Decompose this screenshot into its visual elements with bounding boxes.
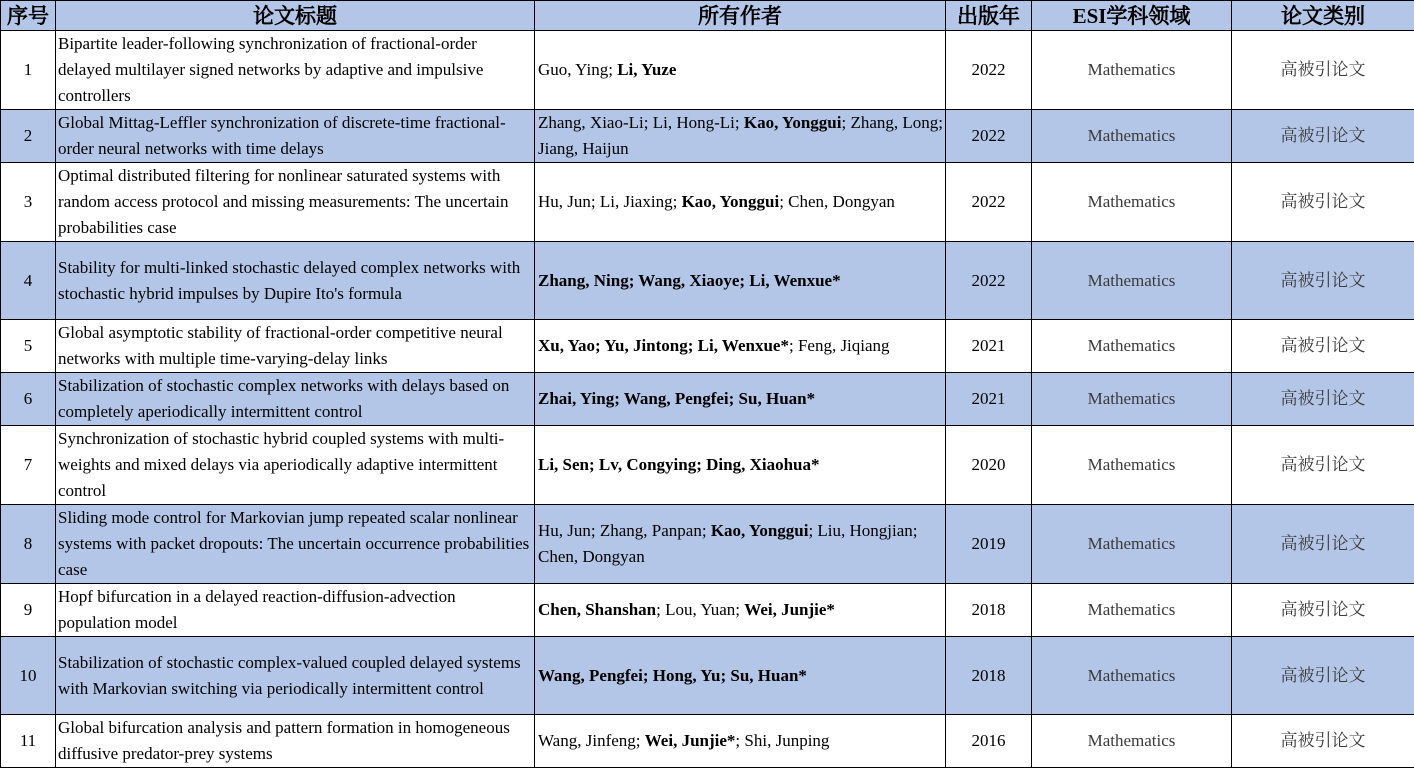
table-row <box>1 637 1414 715</box>
paper-category: 高被引论文 <box>1232 373 1414 426</box>
header-esi-field: ESI学科领域 <box>1032 1 1232 31</box>
author-highlight: Wei, Junjie* <box>645 731 736 750</box>
row-number: 9 <box>1 584 56 637</box>
paper-title: Hopf bifurcation in a delayed reaction-diffusion-advection population model <box>56 584 535 637</box>
row-number: 4 <box>1 242 56 320</box>
publication-year: 2018 <box>946 584 1032 637</box>
row-number: 10 <box>1 637 56 715</box>
esi-field: Mathematics <box>1032 320 1232 373</box>
table-row <box>1 320 1414 373</box>
author-text: ; Liu, Hongjian; Chen, Dongyan <box>538 521 918 566</box>
paper-authors <box>535 163 946 242</box>
esi-field: Mathematics <box>1032 31 1232 110</box>
row-number: 6 <box>1 373 56 426</box>
header-category: 论文类别 <box>1232 1 1414 31</box>
publication-year: 2018 <box>946 637 1032 715</box>
paper-authors <box>535 584 946 637</box>
table-row <box>1 715 1414 768</box>
paper-category: 高被引论文 <box>1232 31 1414 110</box>
esi-field: Mathematics <box>1032 715 1232 768</box>
header-year: 出版年 <box>946 1 1032 31</box>
publication-year: 2022 <box>946 242 1032 320</box>
paper-authors <box>535 715 946 768</box>
paper-title: Optimal distributed filtering for nonlinear saturated systems with random access protocol and missing measurements: The uncertain probabilities case <box>56 163 535 242</box>
publication-year: 2022 <box>946 31 1032 110</box>
paper-category: 高被引论文 <box>1232 320 1414 373</box>
publication-year: 2020 <box>946 426 1032 505</box>
table-body <box>1 31 1414 768</box>
table-row <box>1 242 1414 320</box>
author-text: Hu, Jun; Zhang, Panpan; <box>538 521 711 540</box>
esi-field: Mathematics <box>1032 505 1232 584</box>
author-text: Guo, Ying; <box>538 60 617 79</box>
paper-authors <box>535 242 946 320</box>
author-text: ; Chen, Dongyan <box>779 192 895 211</box>
table-row <box>1 163 1414 242</box>
table-row <box>1 31 1414 110</box>
author-text: ; Shi, Junping <box>735 731 829 750</box>
row-number: 11 <box>1 715 56 768</box>
author-highlight: Zhai, Ying; Wang, Pengfei; Su, Huan* <box>538 389 815 408</box>
author-text: ; Zhang, Long; Jiang, Haijun <box>538 113 943 158</box>
author-highlight: Kao, Yonggui <box>682 192 780 211</box>
publication-year: 2021 <box>946 320 1032 373</box>
author-text: Wang, Jinfeng; <box>538 731 645 750</box>
header-no: 序号 <box>1 1 56 31</box>
row-number: 1 <box>1 31 56 110</box>
paper-category: 高被引论文 <box>1232 505 1414 584</box>
row-number: 8 <box>1 505 56 584</box>
paper-authors <box>535 110 946 163</box>
paper-category: 高被引论文 <box>1232 163 1414 242</box>
table-row <box>1 505 1414 584</box>
paper-title: Synchronization of stochastic hybrid coupled systems with multi-weights and mixed delays via aperiodically adaptive intermittent control <box>56 426 535 505</box>
table-row <box>1 584 1414 637</box>
author-highlight: Zhang, Ning; Wang, Xiaoye; Li, Wenxue* <box>538 271 841 290</box>
paper-title: Stabilization of stochastic complex networks with delays based on completely aperiodically intermittent control <box>56 373 535 426</box>
esi-field: Mathematics <box>1032 373 1232 426</box>
esi-field: Mathematics <box>1032 637 1232 715</box>
table-row <box>1 426 1414 505</box>
author-text: ; Feng, Jiqiang <box>789 336 890 355</box>
paper-title: Global asymptotic stability of fractional-order competitive neural networks with multiple time-varying-delay links <box>56 320 535 373</box>
publication-year: 2021 <box>946 373 1032 426</box>
author-highlight: Li, Yuze <box>617 60 676 79</box>
publication-year: 2016 <box>946 715 1032 768</box>
publication-year: 2022 <box>946 163 1032 242</box>
esi-field: Mathematics <box>1032 242 1232 320</box>
author-highlight: Chen, Shanshan <box>538 600 656 619</box>
author-highlight: Kao, Yonggui <box>744 113 842 132</box>
author-text: Zhang, Xiao-Li; Li, Hong-Li; <box>538 113 744 132</box>
paper-title: Stability for multi-linked stochastic delayed complex networks with stochastic hybrid impulses by Dupire Ito's formula <box>56 242 535 320</box>
row-number: 2 <box>1 110 56 163</box>
esi-field: Mathematics <box>1032 426 1232 505</box>
paper-title: Stabilization of stochastic complex-valued coupled delayed systems with Markovian switching via periodically intermittent control <box>56 637 535 715</box>
paper-category: 高被引论文 <box>1232 110 1414 163</box>
esi-field: Mathematics <box>1032 584 1232 637</box>
row-number: 7 <box>1 426 56 505</box>
author-highlight: Wang, Pengfei; Hong, Yu; Su, Huan* <box>538 666 807 685</box>
row-number: 3 <box>1 163 56 242</box>
table-row <box>1 373 1414 426</box>
author-highlight: Xu, Yao; Yu, Jintong; Li, Wenxue* <box>538 336 789 355</box>
header-row <box>1 1 1414 31</box>
author-text: Hu, Jun; Li, Jiaxing; <box>538 192 682 211</box>
paper-authors <box>535 505 946 584</box>
esi-field: Mathematics <box>1032 110 1232 163</box>
paper-title: Bipartite leader-following synchronization of fractional-order delayed multilayer signed networks by adaptive and impulsive controllers <box>56 31 535 110</box>
author-highlight: Kao, Yonggui <box>711 521 809 540</box>
paper-category: 高被引论文 <box>1232 637 1414 715</box>
publication-year: 2022 <box>946 110 1032 163</box>
table-row <box>1 110 1414 163</box>
paper-category: 高被引论文 <box>1232 426 1414 505</box>
header-authors: 所有作者 <box>535 1 946 31</box>
author-highlight: Wei, Junjie* <box>744 600 835 619</box>
paper-authors <box>535 637 946 715</box>
publication-year: 2019 <box>946 505 1032 584</box>
header-title: 论文标题 <box>56 1 535 31</box>
paper-title: Sliding mode control for Markovian jump repeated scalar nonlinear systems with packet dropouts: The uncertain occurrence probabilities case <box>56 505 535 584</box>
table-header <box>1 1 1414 31</box>
paper-authors <box>535 373 946 426</box>
paper-category: 高被引论文 <box>1232 242 1414 320</box>
paper-authors <box>535 426 946 505</box>
author-highlight: Li, Sen; Lv, Congying; Ding, Xiaohua* <box>538 455 820 474</box>
esi-field: Mathematics <box>1032 163 1232 242</box>
row-number: 5 <box>1 320 56 373</box>
paper-authors <box>535 320 946 373</box>
paper-category: 高被引论文 <box>1232 715 1414 768</box>
author-text: ; Lou, Yuan; <box>656 600 744 619</box>
paper-authors <box>535 31 946 110</box>
paper-title: Global bifurcation analysis and pattern formation in homogeneous diffusive predator-prey systems <box>56 715 535 768</box>
paper-title: Global Mittag-Leffler synchronization of discrete-time fractional-order neural networks with time delays <box>56 110 535 163</box>
paper-category: 高被引论文 <box>1232 584 1414 637</box>
